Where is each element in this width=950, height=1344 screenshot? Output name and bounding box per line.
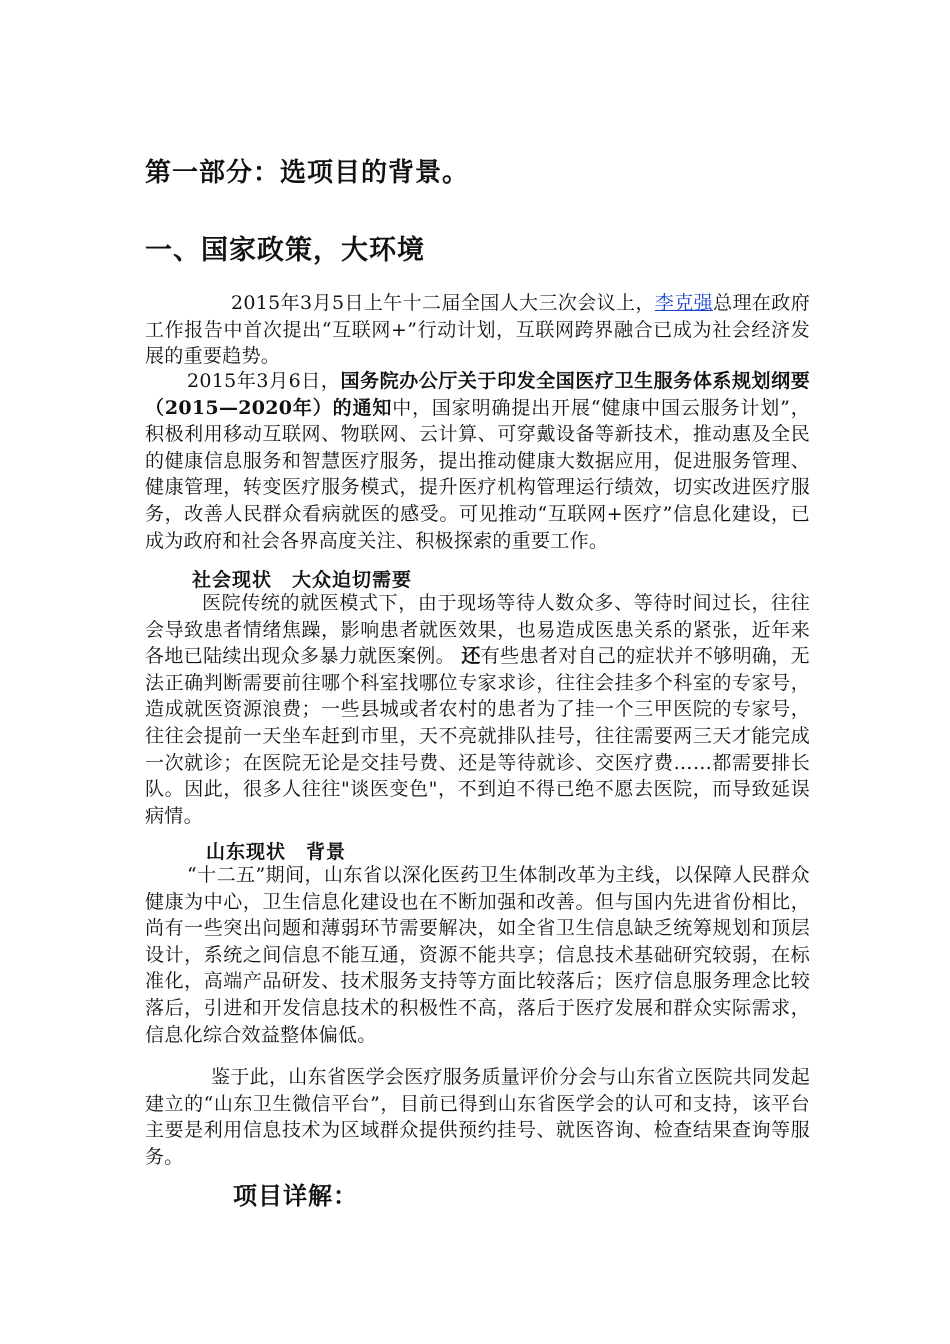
p1-text-after: 总理在政府工作报告中首次提出“互联网+”行动计划，互联网跨界融合已成为社会经济发展的重要趋势。 [145,292,811,368]
p2-text-after: 中，国家明确提出开展“健康中国云服务计划”，积极利用移动互联网、物联网、云计算、可穿戴设备等新技术，推动惠及全民的健康信息服务和智慧医疗服务，提出推动健康大数据应用，促进服务管理、健康管理，转变医疗服务模式，提升医疗机构管理运行绩效，切实改进医疗服务，改善人民群众看病就医的感受。可见推动“互联网+医疗”信息化建设，已成为政府和社会各界高度关注、积极探索的重要工作。 [145,396,811,552]
section-title: 一、国家政策，大环境 [145,235,425,266]
subheading-social-status: 社会现状 大众迫切需要 [192,569,413,591]
paragraph-wechat-platform: 鉴于此，山东省医学会医疗服务质量评价分会与山东省立医院共同发起建立的“山东卫生微信平台”，目前已得到山东省医学会的认可和支持，该平台主要是利用信息技术为区域群众提供预约挂号、就医咨询、检查结果查询等服务。 [145,1066,810,1168]
li-keqiang-link[interactable]: 李克强 [654,292,714,314]
part-title: 第一部分：选项目的背景。 [145,158,470,188]
paragraph-policy-announcement [145,290,810,370]
p3-bold-char: 还 [461,645,481,668]
project-detail-heading: 项目详解： [233,1182,358,1210]
p1-text-before: 2015年3月5日上午十二届全国人大三次会议上， [231,292,655,314]
p3-text-after: 有些患者对自己的症状并不够明确，无法正确判断需要前往哪个科室找哪位专家求诊，往往会挂多个科室的专家号，造成就医资源浪费；一些县城或者农村的患者为了挂一个三甲医院的专家号，往往会提前一天坐车赶到市里，天不亮就排队挂号，往往需要两三天才能完成一次就诊；在医院无论是交挂号费、还是等待就诊、交医疗费……都需要排长队。因此，很多人往往"谈医变色"，不到迫不得已绝不愿去医院，而导致延误病情。 [145,645,810,827]
p2-text-before: 2015年3月6日， [187,370,341,392]
subheading-shandong-status: 山东现状 背景 [206,841,347,863]
paragraph-state-council-notice [145,368,810,554]
paragraph-shandong-status: “十二五”期间，山东省以深化医药卫生体制改革为主线，以保障人民群众健康为中心，卫生信息化建设也在不断加强和改善。但与国内先进省份相比，尚有一些突出问题和薄弱环节需要解决，如全省卫生信息缺乏统筹规划和顶层设计，系统之间信息不能互通，资源不能共享；信息技术基础研究较弱，在标准化，高端产品研发、技术服务支持等方面比较落后；医疗信息服务理念比较落后，引进和开发信息技术的积极性不高，落后于医疗发展和群众实际需求，信息化综合效益整体偏低。 [145,864,810,1046]
notice-title-bold: 国务院办公厅关于印发全国医疗卫生服务体系规划纲要（2015—2020年）的通知 [145,370,811,419]
paragraph-social-status [145,590,810,829]
p3-text-before: 医院传统的就医模式下，由于现场等待人数众多、等待时间过长，往往会导致患者情绪焦躁，影响患者就医效果，也易造成医患关系的紧张，近年来各地已陆续出现众多暴力就医案例。 [145,592,810,668]
